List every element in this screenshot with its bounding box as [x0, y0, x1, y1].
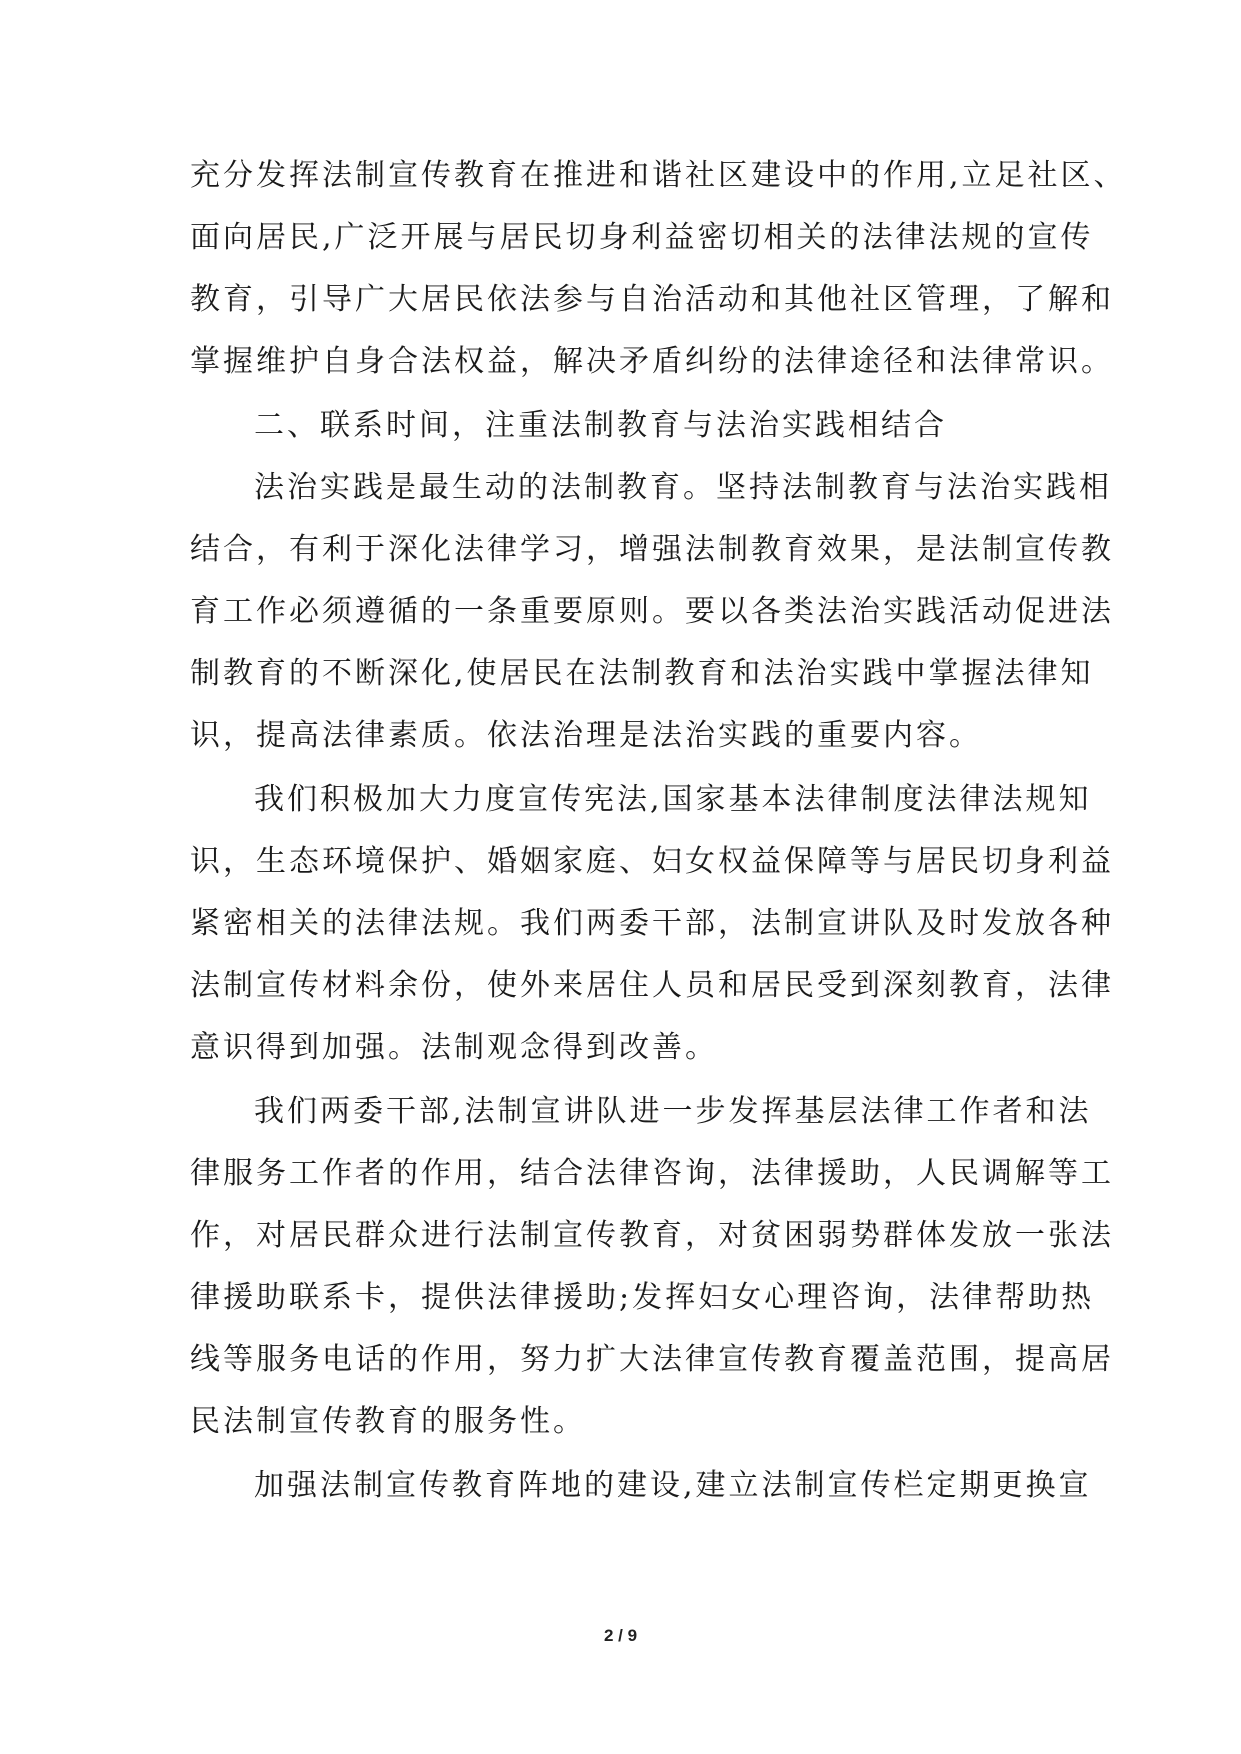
- page-number: 2 / 9: [603, 1626, 638, 1645]
- text-line: 加强法制宣传教育阵地的建设,建立法制宣传栏定期更换宣: [254, 1468, 1092, 1503]
- text-line: 线等服务电话的作用，努力扩大法律宣传教育覆盖范围，提高居: [190, 1342, 1114, 1377]
- text-line: 识，生态环境保护、婚姻家庭、妇女权益保障等与居民切身利益: [190, 844, 1114, 879]
- text-line: 法治实践是最生动的法制教育。坚持法制教育与法治实践相: [254, 470, 1112, 505]
- text-line: 制教育的不断深化,使居民在法制教育和法治实践中掌握法律知: [190, 656, 1094, 691]
- text-line: 我们积极加大力度宣传宪法,国家基本法律制度法律法规知: [254, 782, 1092, 817]
- text-line: 教育，引导广大居民依法参与自治活动和其他社区管理，了解和: [190, 282, 1114, 317]
- text-line: 充分发挥法制宣传教育在推进和谐社区建设中的作用,立足社区、: [190, 158, 1127, 193]
- text-line: 结合，有利于深化法律学习，增强法制教育效果，是法制宣传教: [190, 532, 1114, 567]
- text-line: 我们两委干部,法制宣讲队进一步发挥基层法律工作者和法: [254, 1094, 1092, 1129]
- text-line: 作，对居民群众进行法制宣传教育，对贫困弱势群体发放一张法: [190, 1218, 1114, 1253]
- text-line: 识，提高法律素质。依法治理是法治实践的重要内容。: [190, 718, 982, 753]
- text-line: 法制宣传材料余份，使外来居住人员和居民受到深刻教育，法律: [190, 968, 1114, 1003]
- text-line: 掌握维护自身合法权益，解决矛盾纠纷的法律途径和法律常识。: [190, 344, 1114, 379]
- text-line: 律服务工作者的作用，结合法律咨询，法律援助，人民调解等工: [190, 1156, 1114, 1191]
- text-line: 育工作必须遵循的一条重要原则。要以各类法治实践活动促进法: [190, 594, 1114, 629]
- text-line: 民法制宣传教育的服务性。: [190, 1404, 586, 1439]
- text-line: 意识得到加强。法制观念得到改善。: [190, 1030, 718, 1065]
- text-line: 律援助联系卡，提供法律援助;发挥妇女心理咨询，法律帮助热: [190, 1280, 1095, 1315]
- section-heading: 二、联系时间，注重法制教育与法治实践相结合: [254, 408, 947, 443]
- text-line: 面向居民,广泛开展与居民切身利益密切相关的法律法规的宣传: [190, 220, 1094, 255]
- text-line: 紧密相关的法律法规。我们两委干部，法制宣讲队及时发放各种: [190, 906, 1114, 941]
